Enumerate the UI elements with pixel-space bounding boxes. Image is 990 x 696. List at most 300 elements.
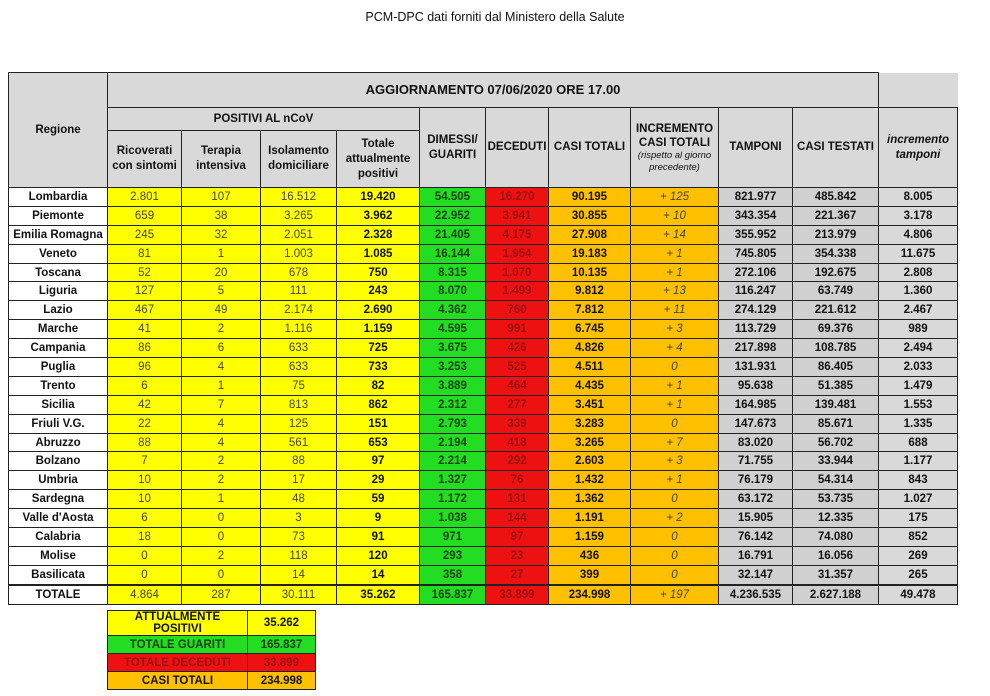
totale-positivi-value: 14 bbox=[337, 565, 420, 584]
dimessi-value: 22.952 bbox=[420, 206, 486, 225]
isolamento-value: 30.111 bbox=[261, 585, 337, 604]
terapia-value: 107 bbox=[182, 188, 261, 207]
ricoverati-value: 10 bbox=[108, 471, 182, 490]
casi-totali-value: 1.362 bbox=[549, 490, 631, 509]
deceduti-value: 1.954 bbox=[486, 244, 549, 263]
tamponi-value: 274.129 bbox=[719, 301, 793, 320]
incremento-tamponi-value: 843 bbox=[879, 471, 958, 490]
summary-row-positivi bbox=[108, 611, 316, 636]
dimessi-value: 2.214 bbox=[420, 452, 486, 471]
incremento-tamponi-value: 1.177 bbox=[879, 452, 958, 471]
casi-totali-value: 10.135 bbox=[549, 263, 631, 282]
totale-positivi-value: 725 bbox=[337, 339, 420, 358]
region-name: Valle d'Aosta bbox=[9, 509, 108, 528]
totale-positivi-value: 35.262 bbox=[337, 585, 420, 604]
header-terapia: Terapia intensiva bbox=[182, 131, 261, 188]
isolamento-value: 17 bbox=[261, 471, 337, 490]
totale-positivi-value: 1.159 bbox=[337, 320, 420, 339]
terapia-value: 2 bbox=[182, 452, 261, 471]
region-name: TOTALE bbox=[9, 585, 108, 604]
table-row bbox=[9, 263, 958, 282]
table-row bbox=[9, 546, 958, 565]
deceduti-value: 23 bbox=[486, 546, 549, 565]
ricoverati-value: 127 bbox=[108, 282, 182, 301]
region-name: Lombardia bbox=[9, 188, 108, 207]
terapia-value: 1 bbox=[182, 376, 261, 395]
table-row bbox=[9, 320, 958, 339]
table-row bbox=[9, 490, 958, 509]
tamponi-value: 343.354 bbox=[719, 206, 793, 225]
table-row bbox=[9, 188, 958, 207]
header-incremento-title: INCREMENTO CASI TOTALI bbox=[635, 122, 714, 149]
ricoverati-value: 96 bbox=[108, 358, 182, 377]
incremento-value: + 13 bbox=[631, 282, 719, 301]
casi-testati-value: 485.842 bbox=[793, 188, 879, 207]
deceduti-value: 1.070 bbox=[486, 263, 549, 282]
header-deceduti: DECEDUTI bbox=[486, 108, 549, 188]
incremento-value: 0 bbox=[631, 546, 719, 565]
region-name: Bolzano bbox=[9, 452, 108, 471]
terapia-value: 6 bbox=[182, 339, 261, 358]
ricoverati-value: 10 bbox=[108, 490, 182, 509]
totale-positivi-value: 1.085 bbox=[337, 244, 420, 263]
tamponi-value: 83.020 bbox=[719, 433, 793, 452]
terapia-value: 2 bbox=[182, 471, 261, 490]
table-row bbox=[9, 225, 958, 244]
casi-totali-value: 30.855 bbox=[549, 206, 631, 225]
isolamento-value: 118 bbox=[261, 546, 337, 565]
incremento-value: + 3 bbox=[631, 320, 719, 339]
incremento-value: 0 bbox=[631, 490, 719, 509]
table-row bbox=[9, 414, 958, 433]
tamponi-value: 95.638 bbox=[719, 376, 793, 395]
region-name: Umbria bbox=[9, 471, 108, 490]
totale-positivi-value: 120 bbox=[337, 546, 420, 565]
dimessi-value: 54.505 bbox=[420, 188, 486, 207]
dimessi-value: 3.253 bbox=[420, 358, 486, 377]
table-row bbox=[9, 395, 958, 414]
header-incremento-tamponi: incremento tamponi bbox=[879, 108, 958, 188]
ricoverati-value: 41 bbox=[108, 320, 182, 339]
isolamento-value: 48 bbox=[261, 490, 337, 509]
summary-row-casi bbox=[108, 672, 316, 690]
ricoverati-value: 2.801 bbox=[108, 188, 182, 207]
summary-value: 165.837 bbox=[248, 636, 316, 654]
isolamento-value: 3 bbox=[261, 509, 337, 528]
region-name: Piemonte bbox=[9, 206, 108, 225]
table-row bbox=[9, 376, 958, 395]
terapia-value: 1 bbox=[182, 244, 261, 263]
incremento-tamponi-value: 688 bbox=[879, 433, 958, 452]
casi-totali-value: 436 bbox=[549, 546, 631, 565]
incremento-value: + 14 bbox=[631, 225, 719, 244]
totale-positivi-value: 243 bbox=[337, 282, 420, 301]
tamponi-value: 63.172 bbox=[719, 490, 793, 509]
incremento-value: + 1 bbox=[631, 263, 719, 282]
region-name: Emilia Romagna bbox=[9, 225, 108, 244]
casi-totali-value: 27.908 bbox=[549, 225, 631, 244]
table-row bbox=[9, 509, 958, 528]
summary-value: 234.998 bbox=[248, 672, 316, 690]
casi-totali-value: 19.183 bbox=[549, 244, 631, 263]
region-name: Abruzzo bbox=[9, 433, 108, 452]
incremento-value: + 1 bbox=[631, 471, 719, 490]
tamponi-value: 32.147 bbox=[719, 565, 793, 584]
isolamento-value: 2.051 bbox=[261, 225, 337, 244]
summary-value: 35.262 bbox=[248, 611, 316, 636]
dimessi-value: 16.144 bbox=[420, 244, 486, 263]
deceduti-value: 292 bbox=[486, 452, 549, 471]
dimessi-value: 2.793 bbox=[420, 414, 486, 433]
ricoverati-value: 42 bbox=[108, 395, 182, 414]
summary-label: CASI TOTALI bbox=[108, 672, 248, 690]
dimessi-value: 4.362 bbox=[420, 301, 486, 320]
incremento-tamponi-value: 175 bbox=[879, 509, 958, 528]
dimessi-value: 1.172 bbox=[420, 490, 486, 509]
deceduti-value: 3.941 bbox=[486, 206, 549, 225]
incremento-tamponi-value: 3.178 bbox=[879, 206, 958, 225]
ricoverati-value: 245 bbox=[108, 225, 182, 244]
casi-totali-value: 234.998 bbox=[549, 585, 631, 604]
incremento-tamponi-value: 265 bbox=[879, 565, 958, 584]
casi-testati-value: 53.735 bbox=[793, 490, 879, 509]
casi-testati-value: 63.749 bbox=[793, 282, 879, 301]
totale-positivi-value: 29 bbox=[337, 471, 420, 490]
ricoverati-value: 22 bbox=[108, 414, 182, 433]
table-row bbox=[9, 206, 958, 225]
isolamento-value: 633 bbox=[261, 339, 337, 358]
tamponi-value: 821.977 bbox=[719, 188, 793, 207]
casi-totali-value: 90.195 bbox=[549, 188, 631, 207]
incremento-tamponi-value: 1.479 bbox=[879, 376, 958, 395]
casi-testati-value: 213.979 bbox=[793, 225, 879, 244]
totale-positivi-value: 59 bbox=[337, 490, 420, 509]
header-dimessi: DIMESSI/ GUARITI bbox=[420, 108, 486, 188]
casi-testati-value: 108.785 bbox=[793, 339, 879, 358]
isolamento-value: 88 bbox=[261, 452, 337, 471]
isolamento-value: 1.003 bbox=[261, 244, 337, 263]
tamponi-value: 76.142 bbox=[719, 528, 793, 547]
incremento-value: + 4 bbox=[631, 339, 719, 358]
ricoverati-value: 659 bbox=[108, 206, 182, 225]
incremento-value: 0 bbox=[631, 565, 719, 584]
isolamento-value: 111 bbox=[261, 282, 337, 301]
table-row bbox=[9, 282, 958, 301]
region-name: Sicilia bbox=[9, 395, 108, 414]
terapia-value: 2 bbox=[182, 546, 261, 565]
terapia-value: 49 bbox=[182, 301, 261, 320]
terapia-value: 0 bbox=[182, 509, 261, 528]
tamponi-value: 745.805 bbox=[719, 244, 793, 263]
casi-totali-value: 3.283 bbox=[549, 414, 631, 433]
region-name: Marche bbox=[9, 320, 108, 339]
totale-positivi-value: 151 bbox=[337, 414, 420, 433]
isolamento-value: 1.116 bbox=[261, 320, 337, 339]
totale-positivi-value: 653 bbox=[337, 433, 420, 452]
deceduti-value: 76 bbox=[486, 471, 549, 490]
deceduti-value: 33.899 bbox=[486, 585, 549, 604]
totale-positivi-value: 3.962 bbox=[337, 206, 420, 225]
header-casi-totali: CASI TOTALI bbox=[549, 108, 631, 188]
ricoverati-value: 6 bbox=[108, 509, 182, 528]
incremento-value: + 3 bbox=[631, 452, 719, 471]
tamponi-value: 217.898 bbox=[719, 339, 793, 358]
casi-testati-value: 2.627.188 bbox=[793, 585, 879, 604]
region-name: Friuli V.G. bbox=[9, 414, 108, 433]
header-isolamento: Isolamento domiciliare bbox=[261, 131, 337, 188]
incremento-tamponi-value: 2.494 bbox=[879, 339, 958, 358]
terapia-value: 4 bbox=[182, 414, 261, 433]
casi-totali-value: 4.435 bbox=[549, 376, 631, 395]
ricoverati-value: 0 bbox=[108, 565, 182, 584]
region-name: Toscana bbox=[9, 263, 108, 282]
deceduti-value: 426 bbox=[486, 339, 549, 358]
header-corner bbox=[879, 73, 958, 108]
casi-totali-value: 4.511 bbox=[549, 358, 631, 377]
incremento-value: + 125 bbox=[631, 188, 719, 207]
casi-totali-value: 1.159 bbox=[549, 528, 631, 547]
summary-value: 33.899 bbox=[248, 654, 316, 672]
totale-positivi-value: 862 bbox=[337, 395, 420, 414]
casi-totali-value: 2.603 bbox=[549, 452, 631, 471]
deceduti-value: 1.499 bbox=[486, 282, 549, 301]
casi-testati-value: 74.080 bbox=[793, 528, 879, 547]
terapia-value: 7 bbox=[182, 395, 261, 414]
casi-testati-value: 221.612 bbox=[793, 301, 879, 320]
incremento-tamponi-value: 4.806 bbox=[879, 225, 958, 244]
table-row bbox=[9, 358, 958, 377]
region-name: Liguria bbox=[9, 282, 108, 301]
tamponi-value: 272.106 bbox=[719, 263, 793, 282]
isolamento-value: 73 bbox=[261, 528, 337, 547]
table-body bbox=[9, 188, 958, 605]
incremento-tamponi-value: 1.553 bbox=[879, 395, 958, 414]
summary-label: TOTALE DECEDUTI bbox=[108, 654, 248, 672]
casi-testati-value: 54.314 bbox=[793, 471, 879, 490]
tamponi-value: 147.673 bbox=[719, 414, 793, 433]
tamponi-value: 355.952 bbox=[719, 225, 793, 244]
casi-testati-value: 51.385 bbox=[793, 376, 879, 395]
casi-testati-value: 31.357 bbox=[793, 565, 879, 584]
dimessi-value: 3.889 bbox=[420, 376, 486, 395]
header-totale-positivi: Totale attualmente positivi bbox=[337, 131, 420, 188]
isolamento-value: 633 bbox=[261, 358, 337, 377]
table-row bbox=[9, 565, 958, 584]
tamponi-value: 164.985 bbox=[719, 395, 793, 414]
casi-totali-value: 4.826 bbox=[549, 339, 631, 358]
totale-positivi-value: 97 bbox=[337, 452, 420, 471]
casi-testati-value: 139.481 bbox=[793, 395, 879, 414]
dimessi-value: 4.595 bbox=[420, 320, 486, 339]
isolamento-value: 125 bbox=[261, 414, 337, 433]
header-incremento-sub: (rispetto al giorno precedente) bbox=[637, 149, 712, 173]
deceduti-value: 525 bbox=[486, 358, 549, 377]
incremento-value: 0 bbox=[631, 358, 719, 377]
isolamento-value: 678 bbox=[261, 263, 337, 282]
dimessi-value: 8.070 bbox=[420, 282, 486, 301]
casi-totali-value: 3.451 bbox=[549, 395, 631, 414]
casi-totali-value: 3.265 bbox=[549, 433, 631, 452]
terapia-value: 1 bbox=[182, 490, 261, 509]
incremento-tamponi-value: 1.027 bbox=[879, 490, 958, 509]
terapia-value: 5 bbox=[182, 282, 261, 301]
totale-positivi-value: 82 bbox=[337, 376, 420, 395]
region-name: Basilicata bbox=[9, 565, 108, 584]
dimessi-value: 293 bbox=[420, 546, 486, 565]
table-row bbox=[9, 339, 958, 358]
terapia-value: 4 bbox=[182, 433, 261, 452]
terapia-value: 2 bbox=[182, 320, 261, 339]
incremento-value: + 1 bbox=[631, 244, 719, 263]
totale-positivi-value: 2.328 bbox=[337, 225, 420, 244]
totale-positivi-value: 750 bbox=[337, 263, 420, 282]
incremento-value: 0 bbox=[631, 528, 719, 547]
tamponi-value: 15.905 bbox=[719, 509, 793, 528]
incremento-value: + 7 bbox=[631, 433, 719, 452]
casi-totali-value: 7.812 bbox=[549, 301, 631, 320]
isolamento-value: 3.265 bbox=[261, 206, 337, 225]
casi-testati-value: 56.702 bbox=[793, 433, 879, 452]
terapia-value: 38 bbox=[182, 206, 261, 225]
incremento-value: + 2 bbox=[631, 509, 719, 528]
incremento-tamponi-value: 2.808 bbox=[879, 263, 958, 282]
tamponi-value: 131.931 bbox=[719, 358, 793, 377]
region-name: Campania bbox=[9, 339, 108, 358]
isolamento-value: 561 bbox=[261, 433, 337, 452]
casi-testati-value: 354.338 bbox=[793, 244, 879, 263]
deceduti-value: 760 bbox=[486, 301, 549, 320]
incremento-value: + 1 bbox=[631, 395, 719, 414]
incremento-tamponi-value: 989 bbox=[879, 320, 958, 339]
header-positivi-group: POSITIVI AL nCoV bbox=[108, 108, 420, 131]
casi-testati-value: 221.367 bbox=[793, 206, 879, 225]
header-incremento bbox=[631, 108, 719, 188]
deceduti-value: 339 bbox=[486, 414, 549, 433]
dimessi-value: 358 bbox=[420, 565, 486, 584]
dimessi-value: 8.315 bbox=[420, 263, 486, 282]
deceduti-value: 144 bbox=[486, 509, 549, 528]
casi-testati-value: 16.056 bbox=[793, 546, 879, 565]
header-regione: Regione bbox=[9, 73, 108, 188]
covid-regional-table bbox=[8, 72, 958, 605]
totale-positivi-value: 19.420 bbox=[337, 188, 420, 207]
summary-row-deceduti bbox=[108, 654, 316, 672]
header-update-date: AGGIORNAMENTO 07/06/2020 ORE 17.00 bbox=[108, 73, 879, 108]
casi-totali-value: 1.432 bbox=[549, 471, 631, 490]
ricoverati-value: 4.864 bbox=[108, 585, 182, 604]
incremento-value: + 197 bbox=[631, 585, 719, 604]
casi-totali-value: 6.745 bbox=[549, 320, 631, 339]
deceduti-value: 27 bbox=[486, 565, 549, 584]
totale-positivi-value: 9 bbox=[337, 509, 420, 528]
incremento-value: + 10 bbox=[631, 206, 719, 225]
totale-positivi-value: 2.690 bbox=[337, 301, 420, 320]
region-name: Lazio bbox=[9, 301, 108, 320]
ricoverati-value: 467 bbox=[108, 301, 182, 320]
terapia-value: 287 bbox=[182, 585, 261, 604]
incremento-tamponi-value: 2.467 bbox=[879, 301, 958, 320]
totals-row bbox=[9, 585, 958, 604]
header-casi-testati: CASI TESTATI bbox=[793, 108, 879, 188]
header-tamponi: TAMPONI bbox=[719, 108, 793, 188]
summary-label: TOTALE GUARITI bbox=[108, 636, 248, 654]
incremento-value: 0 bbox=[631, 414, 719, 433]
region-name: Molise bbox=[9, 546, 108, 565]
region-name: Trento bbox=[9, 376, 108, 395]
summary-row-guariti bbox=[108, 636, 316, 654]
terapia-value: 0 bbox=[182, 528, 261, 547]
terapia-value: 4 bbox=[182, 358, 261, 377]
ricoverati-value: 86 bbox=[108, 339, 182, 358]
ricoverati-value: 18 bbox=[108, 528, 182, 547]
isolamento-value: 2.174 bbox=[261, 301, 337, 320]
table-row bbox=[9, 301, 958, 320]
dimessi-value: 3.675 bbox=[420, 339, 486, 358]
ricoverati-value: 88 bbox=[108, 433, 182, 452]
tamponi-value: 4.236.535 bbox=[719, 585, 793, 604]
page-title: PCM-DPC dati forniti dal Ministero della Salute bbox=[365, 10, 625, 24]
region-name: Puglia bbox=[9, 358, 108, 377]
terapia-value: 32 bbox=[182, 225, 261, 244]
ricoverati-value: 7 bbox=[108, 452, 182, 471]
totale-positivi-value: 733 bbox=[337, 358, 420, 377]
incremento-tamponi-value: 49.478 bbox=[879, 585, 958, 604]
region-name: Veneto bbox=[9, 244, 108, 263]
header-ricoverati: Ricoverati con sintomi bbox=[108, 131, 182, 188]
table-row bbox=[9, 244, 958, 263]
deceduti-value: 16.270 bbox=[486, 188, 549, 207]
dimessi-value: 971 bbox=[420, 528, 486, 547]
casi-testati-value: 192.675 bbox=[793, 263, 879, 282]
dimessi-value: 1.038 bbox=[420, 509, 486, 528]
incremento-tamponi-value: 11.675 bbox=[879, 244, 958, 263]
terapia-value: 0 bbox=[182, 565, 261, 584]
incremento-tamponi-value: 269 bbox=[879, 546, 958, 565]
incremento-tamponi-value: 2.033 bbox=[879, 358, 958, 377]
ricoverati-value: 52 bbox=[108, 263, 182, 282]
table-row bbox=[9, 452, 958, 471]
deceduti-value: 418 bbox=[486, 433, 549, 452]
deceduti-value: 4.175 bbox=[486, 225, 549, 244]
casi-testati-value: 33.944 bbox=[793, 452, 879, 471]
casi-totali-value: 399 bbox=[549, 565, 631, 584]
tamponi-value: 76.179 bbox=[719, 471, 793, 490]
tamponi-value: 71.755 bbox=[719, 452, 793, 471]
terapia-value: 20 bbox=[182, 263, 261, 282]
incremento-tamponi-value: 1.360 bbox=[879, 282, 958, 301]
table-row bbox=[9, 528, 958, 547]
incremento-value: + 1 bbox=[631, 376, 719, 395]
casi-testati-value: 86.405 bbox=[793, 358, 879, 377]
dimessi-value: 165.837 bbox=[420, 585, 486, 604]
casi-testati-value: 85.671 bbox=[793, 414, 879, 433]
summary-label: ATTUALMENTE POSITIVI bbox=[108, 611, 248, 636]
table-row bbox=[9, 433, 958, 452]
deceduti-value: 464 bbox=[486, 376, 549, 395]
tamponi-value: 16.791 bbox=[719, 546, 793, 565]
ricoverati-value: 81 bbox=[108, 244, 182, 263]
summary-table bbox=[107, 610, 316, 690]
deceduti-value: 97 bbox=[486, 528, 549, 547]
isolamento-value: 813 bbox=[261, 395, 337, 414]
deceduti-value: 991 bbox=[486, 320, 549, 339]
casi-totali-value: 9.812 bbox=[549, 282, 631, 301]
incremento-value: + 11 bbox=[631, 301, 719, 320]
ricoverati-value: 0 bbox=[108, 546, 182, 565]
incremento-tamponi-value: 1.335 bbox=[879, 414, 958, 433]
dimessi-value: 21.405 bbox=[420, 225, 486, 244]
tamponi-value: 116.247 bbox=[719, 282, 793, 301]
